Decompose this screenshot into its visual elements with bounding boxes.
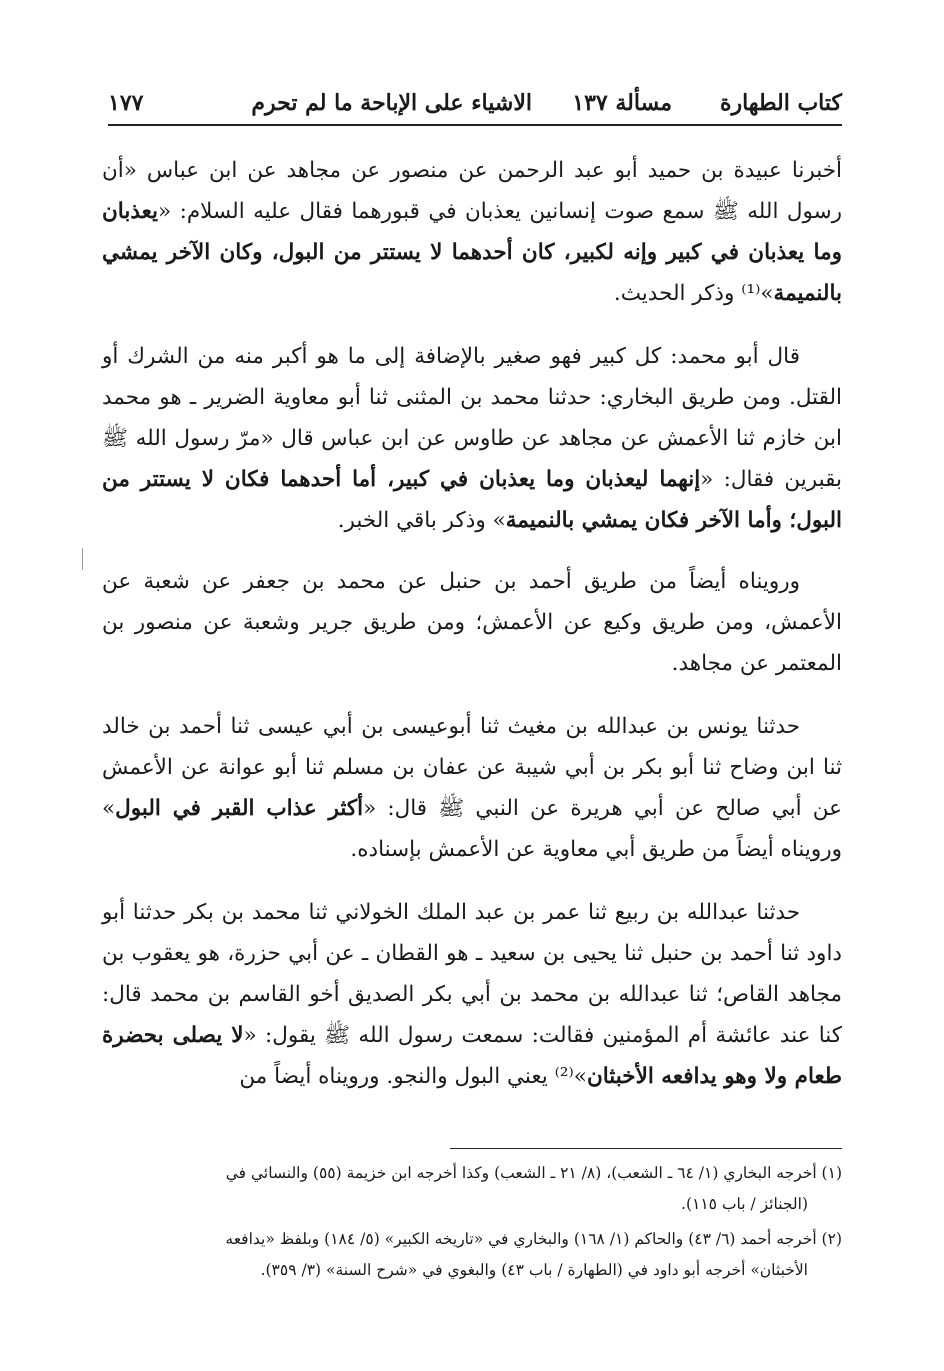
hadith-text: أكثر عذاب القبر في البول <box>115 796 364 821</box>
text-segment: قال أبو محمد: كل كبير فهو صغير بالإضافة إلى ما هو أكبر منه من الشرك أو القتل. ومن طريق البخاري: حدثنا محمد بن المثنى ثنا أبو معاوية الضرير ـ هو محمد ابن خازم ثنا الأعمش عن مجاهد عن طاوس عن ابن عباس قال «مرّ رسول الله ﷺ بقبرين فقال: « <box>102 344 842 492</box>
text-segment: »⁽²⁾ يعني البول والنجو. ورويناه أيضاً من <box>239 1064 587 1089</box>
footnote-line: (الجنائز / باب ١١٥). <box>681 1195 808 1213</box>
text-segment: »⁽¹⁾ وذكر الحديث. <box>613 281 774 306</box>
paragraph <box>102 892 842 1097</box>
hadith-text: يعذبان وما يعذبان في كبير وإنه لكبير، كان أحدهما لا يستتر من البول، وكان الآخر يمشي بالنميمة <box>102 199 842 306</box>
page-number: ١٧٧ <box>108 90 144 116</box>
paragraph <box>102 706 842 870</box>
text-segment: » ورويناه أيضاً من طريق أبي معاوية عن الأعمش بإسناده. <box>102 796 842 862</box>
footnote-line: الأخبثان» أخرجه أبو داود في (الطهارة / باب ٤٣) والبغوي في «شرح السنة» (٣/ ٣٥٩). <box>260 1261 808 1279</box>
footnote-line: (١) أخرجه البخاري (١/ ٦٤ ـ الشعب)، (٨/ ٢١ ـ الشعب) وكذا أخرجه ابن خزيمة (٥٥) والنسائي في <box>225 1164 842 1182</box>
hadith-text: لا يصلى بحضرة طعام ولا وهو يدافعه الأخبثان <box>102 1023 842 1089</box>
paragraph <box>102 336 842 541</box>
main-text <box>102 150 842 1119</box>
text-segment: حدثنا عبدالله بن ربيع ثنا عمر بن عبد الملك الخولاني ثنا محمد بن بكر حدثنا أبو داود ثنا أحمد بن حنبل ثنا يحيى بن سعيد ـ هو القطان ـ عن أبي حزرة، هو يعقوب بن مجاهد القاص؛ ثنا عبدالله بن محمد بن أبي بكر الصديق أخو القاسم بن محمد قال: كنا عند عائشة أم المؤمنين فقالت: سمعت رسول الله ﷺ يقول: « <box>102 900 842 1048</box>
text-segment: حدثنا يونس بن عبدالله بن مغيث ثنا أبوعيسى بن أبي عيسى ثنا أحمد بن خالد ثنا ابن وضاح ثنا أبو بكر بن أبي شيبة عن عفان بن مسلم ثنا أبو عوانة عن الأعمش عن أبي صالح عن أبي هريرة عن النبي ﷺ قال: « <box>102 714 842 821</box>
issue-title: الاشياء على الإباحة ما لم تحرم <box>251 90 532 116</box>
issue-number: مسألة ١٣٧ <box>572 90 672 116</box>
paragraph <box>102 150 842 314</box>
hadith-text: إنهما ليعذبان وما يعذبان في كبير، أما أحدهما فكان لا يستتر من البول؛ وأما الآخر فكان يمشي بالنميمة <box>102 467 842 533</box>
text-segment: ورويناه أيضاً من طريق أحمد بن حنبل عن محمد بن جعفر عن شعبة عن الأعمش، ومن طريق وكيع عن الأعمش؛ ومن طريق جرير وشعبة عن منصور بن المعتمر عن مجاهد. <box>102 569 842 676</box>
margin-mark <box>82 548 83 570</box>
text-segment: أخبرنا عبيدة بن حميد أبو عبد الرحمن عن منصور عن مجاهد عن ابن عباس «أن رسول الله ﷺ سمع صوت إنسانين يعذبان في قبورهما فقال عليه السلام: « <box>102 158 842 224</box>
footnotes <box>102 1158 842 1290</box>
footnote <box>102 1158 842 1220</box>
book-title: كتاب الطهارة <box>719 90 842 116</box>
running-header <box>108 88 842 126</box>
paragraph <box>102 561 842 684</box>
footnote <box>102 1224 842 1286</box>
footnote-separator <box>450 1148 842 1149</box>
text-segment: » وذكر باقي الخبر. <box>337 508 506 533</box>
footnote-line: (٢) أخرجه أحمد (٦/ ٤٣) والحاكم (١/ ١٦٨) والبخاري في «تاريخه الكبير» (٥/ ١٨٤) وبلفظ «يدافعه <box>225 1230 842 1248</box>
